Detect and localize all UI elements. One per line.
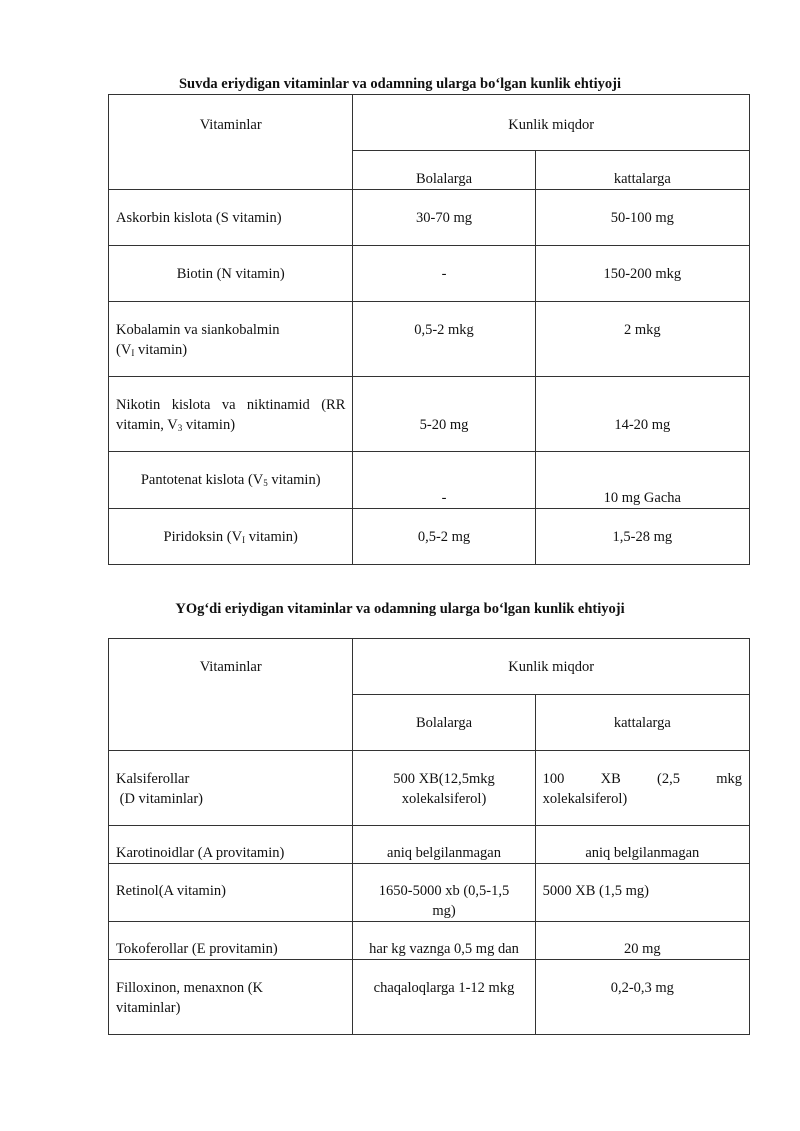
vitamin-name: Askorbin kislota (S vitamin) <box>109 190 353 246</box>
vitamin-name-line2 <box>116 340 345 363</box>
table2-title: YOg‘di eriydigan vitaminlar va odamning ularga bo‘lgan kunlik ehtiyoji <box>175 601 625 617</box>
table-row <box>109 864 750 922</box>
table-row <box>109 377 750 452</box>
children-amount: 1650-5000 xb (0,5-1,5 mg) <box>353 864 535 922</box>
adults-amount: 1,5-28 mg <box>535 509 749 565</box>
children-amount: aniq belgilanmagan <box>353 826 535 864</box>
table-row <box>109 922 750 960</box>
table-row <box>109 751 750 826</box>
adults-amount-line2: xolekalsiferol) <box>542 791 628 807</box>
vitamin-name: Filloxinon, menaxnon (K vitaminlar) <box>109 960 353 1035</box>
vitamin-name: Retinol(A vitamin) <box>109 864 353 922</box>
table-row <box>109 826 750 864</box>
vitamin-name <box>109 751 353 826</box>
vitamin-name: Biotin (N vitamin) <box>109 246 353 302</box>
table-row <box>109 452 750 509</box>
children-amount: - <box>353 452 535 509</box>
vitamin-name <box>109 509 353 565</box>
children-amount: 5-20 mg <box>353 377 535 452</box>
vitamin-name: Karotinoidlar (A provitamin) <box>109 826 353 864</box>
vitamin-name: Tokoferollar (E provitamin) <box>109 922 353 960</box>
header-daily-amount: Kunlik miqdor <box>353 639 750 695</box>
children-amount: - <box>353 246 535 302</box>
header-vitamins: Vitaminlar <box>109 639 353 751</box>
adults-amount: 10 mg Gacha <box>535 452 749 509</box>
header-children: Bolalarga <box>353 151 535 190</box>
vitamin-name <box>109 302 353 377</box>
name-part: vitamin) <box>134 342 188 358</box>
name-part: Piridoksin (V <box>163 529 243 545</box>
header-children: Bolalarga <box>353 695 535 751</box>
name-part: Pantotenat kislota (V <box>140 472 264 488</box>
name-part: vitamin) <box>267 472 321 488</box>
adults-amount: 20 mg <box>535 922 749 960</box>
table-row <box>109 960 750 1035</box>
subscript: I <box>131 348 135 358</box>
adults-amount: 0,2-0,3 mg <box>535 960 749 1035</box>
children-amount: 0,5-2 mkg <box>353 302 535 377</box>
name-part: vitamin) <box>245 529 298 545</box>
vitamin-name <box>109 452 353 509</box>
header-adults: kattalarga <box>535 151 749 190</box>
vitamin-name-line1: Kalsiferollar <box>116 771 190 787</box>
children-amount: 500 XB(12,5mkg xolekalsiferol) <box>353 751 535 826</box>
children-amount: 30-70 mg <box>353 190 535 246</box>
adults-amount: 5000 XB (1,5 mg) <box>535 864 749 922</box>
table-row <box>109 509 750 565</box>
table1-title: Suvda eriydigan vitaminlar va odamning ularga bo‘lgan kunlik ehtiyoji <box>178 76 622 92</box>
adults-amount: 2 mkg <box>535 302 749 377</box>
table-row <box>109 302 750 377</box>
header-vitamins: Vitaminlar <box>109 95 353 190</box>
water-soluble-vitamins-table <box>108 94 750 565</box>
children-amount: har kg vaznga 0,5 mg dan <box>353 922 535 960</box>
adults-amount: 50-100 mg <box>535 190 749 246</box>
adults-amount <box>535 751 749 826</box>
adults-amount: aniq belgilanmagan <box>535 826 749 864</box>
name-part: Nikotin kislota va niktinamid (RR vitamin, V <box>116 397 346 433</box>
subscript: 5 <box>263 478 268 488</box>
vitamin-name-line2: (D vitaminlar) <box>116 791 203 807</box>
table-row <box>109 190 750 246</box>
vitamin-name-line1: Kobalamin va siankobalmin <box>116 322 280 338</box>
children-amount: chaqaloqlarga 1-12 mkg <box>353 960 535 1035</box>
name-part: (V <box>116 342 132 358</box>
table-row <box>109 246 750 302</box>
header-daily-amount: Kunlik miqdor <box>353 95 750 151</box>
subscript: I <box>242 535 246 545</box>
fat-soluble-vitamins-table <box>108 638 750 1035</box>
adults-amount-line1: 100 XB (2,5 mkg <box>542 771 742 787</box>
vitamin-name <box>109 377 353 452</box>
header-adults: kattalarga <box>535 695 749 751</box>
adults-amount: 14-20 mg <box>535 377 749 452</box>
children-amount: 0,5-2 mg <box>353 509 535 565</box>
adults-amount: 150-200 mkg <box>535 246 749 302</box>
subscript: 3 <box>177 423 183 433</box>
name-part: vitamin) <box>182 417 236 433</box>
